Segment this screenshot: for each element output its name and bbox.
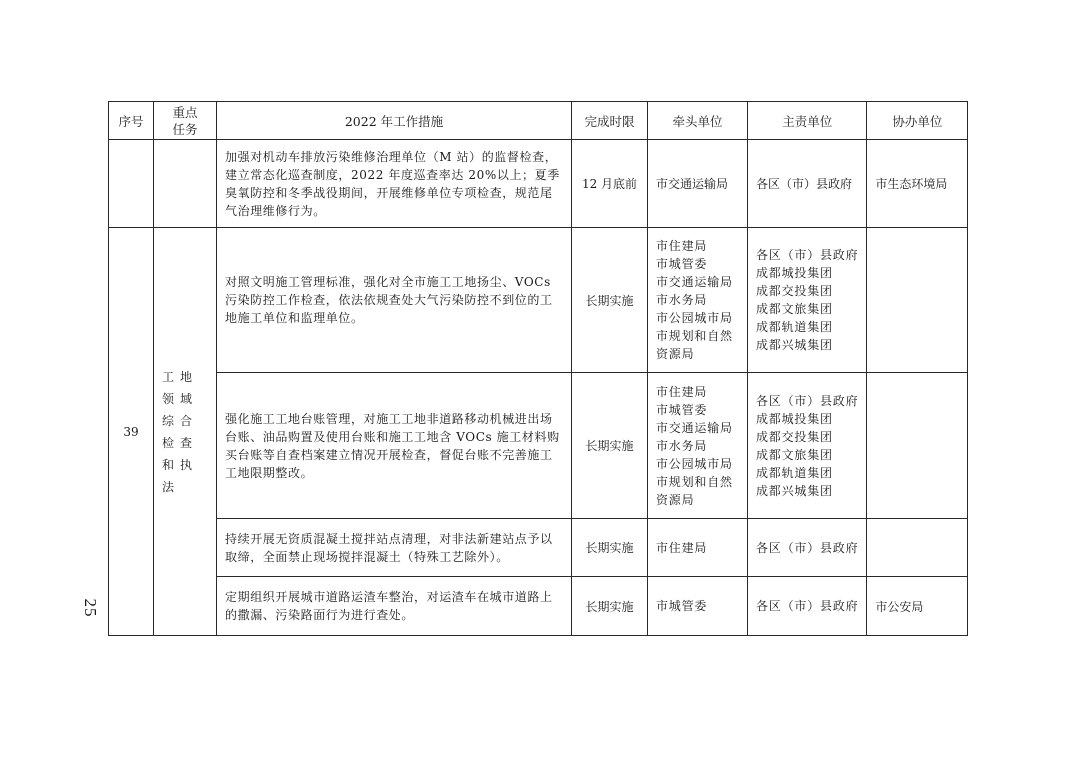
assist-unit-cell (867, 519, 968, 577)
lead-unit-cell: 市城管委 (648, 577, 748, 636)
header-measures: 2022 年工作措施 (217, 102, 572, 140)
lead-unit: 资源局 (656, 347, 695, 361)
table-row (109, 140, 968, 228)
responsible-unit: 成都城投集团 (756, 411, 833, 426)
responsible-unit-cell: 各区（市）县政府 (748, 519, 867, 577)
lead-unit: 市交通运输局 (656, 420, 733, 435)
responsible-unit-cell: 各区（市）县政府 (748, 577, 867, 636)
responsible-unit: 成都兴城集团 (756, 338, 833, 352)
responsible-unit: 成都轨道集团 (756, 465, 833, 480)
lead-unit: 资源局 (656, 492, 695, 507)
header-task: 重点任务 (154, 102, 217, 140)
measure-cell: 对照文明施工管理标准，强化对全市施工工地扬尘、VOCs 污染防控工作检查，依法依规查处大气污染防控不到位的工地施工单位和监理单位。 (217, 228, 572, 373)
lead-unit: 市公园城市局 (656, 311, 733, 325)
table-row (109, 519, 968, 577)
header-responsible-unit: 主责单位 (748, 102, 867, 140)
header-row (109, 102, 968, 140)
deadline-cell: 长期实施 (572, 373, 648, 519)
table-row (109, 228, 968, 373)
responsible-unit: 各区（市）县政府 (756, 393, 859, 408)
deadline-cell: 长期实施 (572, 519, 648, 577)
deadline-cell: 长期实施 (572, 577, 648, 636)
table-row (109, 577, 968, 636)
lead-unit: 市规划和自然 (656, 329, 733, 343)
lead-unit: 市城管委 (656, 402, 708, 417)
responsible-unit: 成都兴城集团 (756, 483, 833, 498)
lead-unit: 市城管委 (656, 257, 708, 271)
measures-table (108, 101, 968, 636)
lead-unit: 市交通运输局 (656, 275, 733, 289)
header-seq: 序号 (109, 102, 154, 140)
table-row (109, 373, 968, 519)
assist-unit-cell (867, 373, 968, 519)
responsible-unit: 成都文旅集团 (756, 447, 833, 462)
lead-unit: 市住建局 (656, 384, 708, 399)
responsible-unit: 成都交投集团 (756, 284, 833, 298)
lead-unit-list (648, 228, 748, 373)
lead-unit: 市公园城市局 (656, 456, 733, 471)
page-number-text: 25 (81, 598, 100, 618)
deadline-cell: 12 月底前 (572, 140, 648, 228)
lead-unit-list (648, 373, 748, 519)
seq-cell: 39 (109, 228, 154, 636)
measure-cell: 定期组织开展城市道路运渣车整治，对运渣车在城市道路上的撒漏、污染路面行为进行查处。 (217, 577, 572, 636)
measure-cell: 持续开展无资质混凝土搅拌站点清理，对非法新建站点予以取缔，全面禁止现场搅拌混凝土（特殊工艺除外）。 (217, 519, 572, 577)
task-cell: 工地领域综合检查和执法 (154, 228, 217, 636)
lead-unit: 市水务局 (656, 438, 708, 453)
lead-unit-cell: 市交通运输局 (648, 140, 748, 228)
assist-unit-cell (867, 228, 968, 373)
lead-unit: 市住建局 (656, 239, 708, 253)
measure-cell: 强化施工工地台账管理，对施工工地非道路移动机械进出场台账、油品购置及使用台账和施工工地含 VOCs 施工材料购买台账等自查档案建立情况开展检查，督促台账不完善施工工地限期整改。 (217, 373, 572, 519)
responsible-unit: 各区（市）县政府 (756, 248, 859, 262)
seq-cell (109, 140, 154, 228)
measure-cell: 加强对机动车排放污染维修治理单位（M 站）的监督检查，建立常态化巡查制度，2022 年度巡查率达 20%以上；夏季臭氧防控和冬季战役期间，开展维修单位专项检查，规范尾气治理维修行为。 (217, 140, 572, 228)
responsible-unit-list (748, 373, 867, 519)
responsible-unit: 成都城投集团 (756, 266, 833, 280)
responsible-unit-cell: 各区（市）县政府 (748, 140, 867, 228)
assist-unit-cell: 市生态环境局 (867, 140, 968, 228)
header-deadline: 完成时限 (572, 102, 648, 140)
lead-unit-cell: 市住建局 (648, 519, 748, 577)
header-lead-unit: 牵头单位 (648, 102, 748, 140)
lead-unit: 市水务局 (656, 293, 708, 307)
header-assist-unit: 协办单位 (867, 102, 968, 140)
task-cell (154, 140, 217, 228)
assist-unit-cell: 市公安局 (867, 577, 968, 636)
responsible-unit: 成都轨道集团 (756, 320, 833, 334)
responsible-unit: 成都交投集团 (756, 429, 833, 444)
lead-unit: 市规划和自然 (656, 474, 733, 489)
deadline-cell: 长期实施 (572, 228, 648, 373)
responsible-unit: 成都文旅集团 (756, 302, 833, 316)
responsible-unit-list (748, 228, 867, 373)
